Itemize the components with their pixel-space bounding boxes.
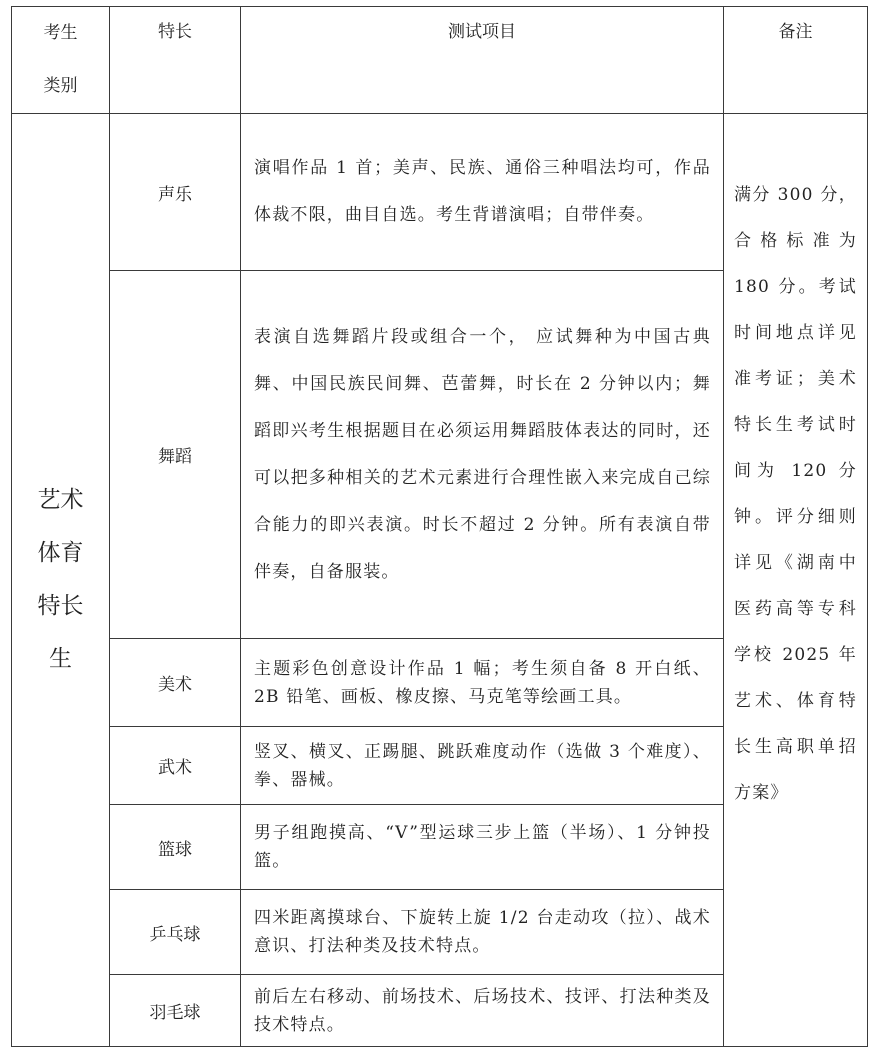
items-text: 演唱作品 1 首；美声、民族、通俗三种唱法均可，作品体裁不限，曲目自选。考生背谱演唱；自带伴奏。 [254,158,711,225]
remarks-text: 满分 300 分，合格标准为 180 分。考试时间地点详见准考证；美术特长生考试时间为 120 分钟。评分细则详见《湖南中医药高等专科学校 2025 年艺术、体育特长生高职单招方案》 [734,185,857,803]
items-cell [241,639,724,727]
specialty-cell [110,639,241,727]
specialty-cell [110,271,241,639]
specialty-cell [110,975,241,1047]
items-text: 前后左右移动、前场技术、后场技术、技评、打法种类及技术特点。 [254,986,711,1035]
header-items-label: 测试项目 [448,22,516,42]
specialty-label: 乒乓球 [149,924,201,945]
remarks-cell [724,114,868,1047]
items-cell [241,114,724,271]
header-row [12,7,868,114]
specialty-cell [110,114,241,271]
exam-table [11,6,868,1047]
table-row [12,114,868,271]
specialty-cell [110,805,241,890]
header-remarks-label: 备注 [778,22,813,42]
items-text: 四米距离摸球台、下旋转上旋 1/2 台走动攻（拉）、战术意识、打法种类及技术特点。 [254,908,711,956]
header-specialty-label: 特长 [158,22,192,42]
items-cell [241,271,724,639]
items-text: 男子组跑摸高、“V”型运球三步上篮（半场）、1 分钟投篮。 [254,823,711,871]
items-cell [241,805,724,890]
items-text: 表演自选舞蹈片段或组合一个， 应试舞种为中国古典舞、中国民族民间舞、芭蕾舞，时长在 2 分钟以内；舞蹈即兴考生根据题目在必须运用舞蹈肢体表达的同时，还可以把多种相关的艺术元素进行合理性嵌入来完成自己综合能力的即兴表演。时长不超过 2 分钟。所有表演自带伴奏，自备服装。 [254,326,711,582]
specialty-label: 声乐 [158,184,192,205]
specialty-cell [110,727,241,805]
items-cell [241,890,724,975]
header-category [12,7,110,114]
specialty-label: 武术 [158,758,192,778]
specialty-label: 舞蹈 [158,447,192,467]
category-label: 艺术体育特长生 [37,487,84,672]
category-cell [12,114,110,1047]
items-cell [241,727,724,805]
specialty-label: 美术 [158,675,192,695]
specialty-label: 羽毛球 [149,1003,201,1023]
items-cell [241,975,724,1047]
items-text: 主题彩色创意设计作品 1 幅；考生须自备 8 开白纸、2B 铅笔、画板、橡皮擦、马克笔等绘画工具。 [254,658,711,707]
header-remarks [724,7,868,114]
specialty-cell [110,890,241,975]
items-text: 竖叉、横叉、正踢腿、跳跃难度动作（选做 3 个难度）、拳、器械。 [254,741,711,790]
specialty-label: 篮球 [158,839,192,860]
header-items [241,7,724,114]
header-category-label: 考生类别 [43,23,78,96]
header-specialty [110,7,241,114]
